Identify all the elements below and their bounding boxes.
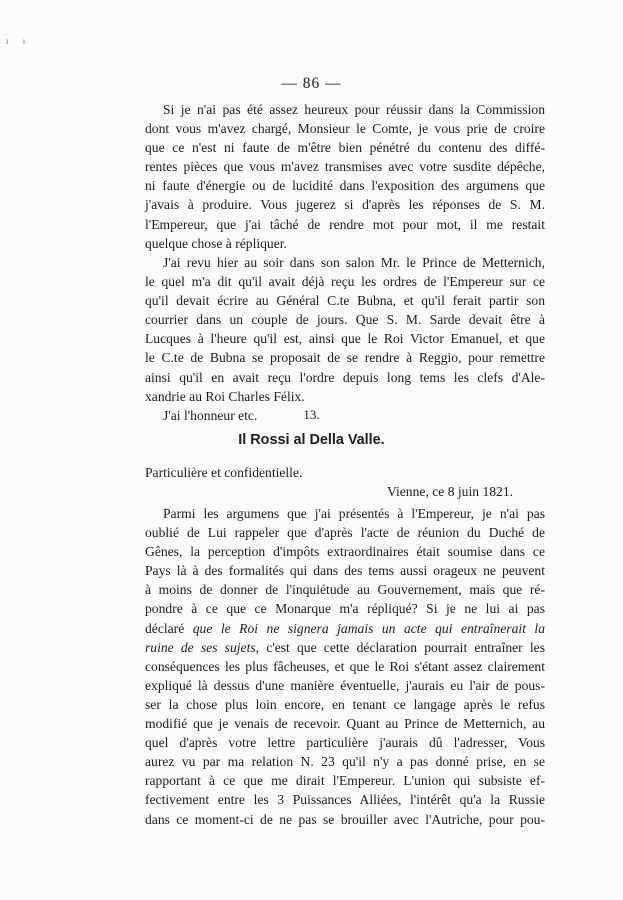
- text-run: aurez vu par ma relation N. 23 qu'il n'y a pas donné prise, en se: [145, 754, 545, 770]
- closing-line: J'ai l'honneur etc.: [163, 407, 258, 423]
- text-line: [145, 676, 545, 695]
- italic-text: que le Roi ne signera jamais un acte qui entraînerait la: [192, 620, 545, 636]
- text-line: le quel m'a dit qu'il avait déjà reçu les ordres de l'Empereur sur ce: [145, 274, 545, 290]
- text-run: quel d'après votre lettre particulière j'aurais dû l'adresser, Vous: [145, 735, 545, 751]
- text-line: quelque chose à répliquer.: [145, 235, 287, 251]
- text-line: j'avais à produire. Vous jugerez si d'après les réponses de S. M.: [145, 197, 545, 213]
- text-line: [145, 810, 545, 829]
- text-run: ser la chose plus loin encore, en tenant ce langage après le refus: [145, 696, 545, 712]
- text-run: , c'est que cette déclaration pourrait entraîner les: [255, 639, 545, 655]
- text-run: déclaré: [145, 620, 193, 636]
- text-line: [145, 733, 545, 752]
- text-line: [145, 657, 545, 676]
- first-letter-paragraph-1: [145, 100, 545, 253]
- text-line: ni faute d'énergie ou de lucidité dans l'exposition des argumens que: [145, 178, 545, 194]
- text-run: Parmi les argumens que j'ai présentés à l'Empereur, je n'ai pas: [163, 506, 545, 521]
- page-number: — 86 —: [281, 75, 342, 92]
- text-line: qu'il devait écrire au Général C.te Bubna, et qu'il ferait partir son: [145, 293, 545, 309]
- letter-heading: Il Rossi al Della Valle.: [238, 432, 385, 448]
- text-run: Gênes, la perception d'impôts extraordinaires était soumise dans ce: [145, 544, 545, 560]
- text-line: le C.te de Bubna se proposait de se rendre à Reggio, pour remettre: [145, 350, 545, 366]
- text-line: [145, 752, 545, 771]
- text-line: [145, 580, 545, 599]
- text-line: [145, 638, 545, 657]
- first-letter-paragraph-2: [145, 253, 545, 425]
- text-line: [145, 599, 545, 618]
- text-line: ainsi qu'il en avait reçu l'ordre depuis long tems les clefs d'Ale-: [145, 369, 545, 385]
- text-run: dans ce moment-ci de ne pas se brouiller avec l'Autriche, pour pou-: [145, 811, 545, 827]
- text-line: dont vous m'avez chargé, Monsieur le Comte, je vous prie de croire: [145, 121, 545, 137]
- text-line: courrier dans un couple de jours. Que S. M. Sarde devait être à: [145, 312, 545, 328]
- text-run: modifié que je venais de recevoir. Quant au Prince de Metternich, au: [145, 716, 545, 732]
- text-line: [145, 790, 545, 809]
- text-line: [145, 542, 545, 561]
- text-line: J'ai revu hier au soir dans son salon Mr. le Prince de Metternich,: [163, 255, 545, 270]
- text-run: conséquences les plus fâcheuses, et que le Roi s'étant assez clairement: [145, 658, 545, 674]
- text-line: rentes pièces que vous m'avez transmises avec votre susdite dépêche,: [145, 159, 545, 175]
- text-line: que ce n'est ni faute de m'être bien pénétré du contenu des diffé-: [145, 140, 545, 156]
- text-line: Si je n'ai pas été assez heureux pour réussir dans la Commission: [163, 102, 545, 117]
- text-line: [145, 561, 545, 580]
- text-line: [145, 695, 545, 714]
- text-line: [145, 523, 545, 542]
- text-run: pondre à ce que ce Monarque m'a répliqué? Si je ne lui ai pas: [145, 601, 545, 617]
- text-run: Pays là à des formalités qui dans des tems aussi orageux ne peuvent: [145, 563, 545, 579]
- section-number: 13.: [303, 407, 320, 422]
- text-run: expliqué là dessus d'une manière éventuelle, j'aurais eu l'air de pous-: [145, 677, 545, 693]
- text-run: fectivement entre les 3 Puissances Alliées, l'intérêt qu'a la Russie: [145, 792, 545, 808]
- italic-text: ruine de ses sujets: [145, 639, 256, 655]
- confidential-label: Particulière et confidentielle.: [145, 465, 303, 480]
- text-run: oublié de Lui rappeler que d'après l'acte de réunion du Duché de: [145, 525, 545, 541]
- second-letter-body: [145, 504, 545, 829]
- margin-mark: ı ı: [6, 36, 32, 46]
- dateline: Vienne, ce 8 juin 1821.: [387, 484, 514, 499]
- text-line: [145, 619, 545, 638]
- text-line: Lucques à l'heure qu'il est, ainsi que le Roi Victor Emanuel, et que: [145, 331, 545, 347]
- text-line: l'Empereur, que j'ai tâché de rendre mot pour mot, il me restait: [145, 216, 545, 232]
- text-line: xandrie au Roi Charles Félix.: [145, 388, 305, 404]
- text-line: [145, 504, 545, 523]
- text-line: [145, 771, 545, 790]
- text-run: à moins de donner de l'inquiétude au Gouvernement, mais que ré-: [145, 582, 545, 598]
- text-line: [145, 714, 545, 733]
- text-run: rapportant à ce que me dirait l'Empereur. L'union qui subsiste ef-: [145, 773, 545, 789]
